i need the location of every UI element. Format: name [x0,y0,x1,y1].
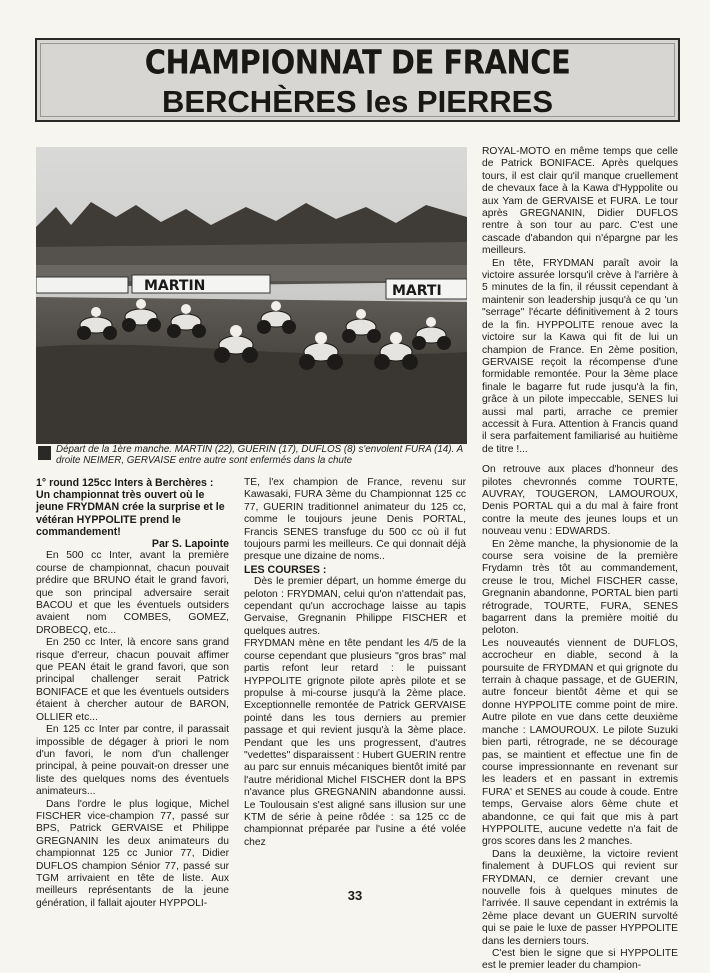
byline: Par S. Lapointe [151,538,229,551]
column-middle [244,477,466,849]
paragraph: Dans la deuxième, la victoire revient finalement à DUFLOS qui revient sur FRYDMAN, ce dernier crevant une nouvelle fois à quelques minutes de l'arrivée. Il sauve cependant in extrémis la 2ème place devant un GUERIN survolté qui se paie le luxe de passer HYPPOLITE dans les derniers tours. [482,848,678,947]
banner-text-right: MARTI [392,283,442,299]
banner-text-left: MARTIN [144,278,206,294]
paragraph: TE, l'ex champion de France, revenu sur Kawasaki, FURA 3ème du Championnat 125 cc 77, GUERIN traditionnel animateur du 125 cc, comme le toujours jeune Denis PORTAL, Francis SENES transfuge du 500 cc où il fut toujours parmi les meilleurs. Ce qui donnait déjà presque une dizaine de noms.. [244,477,466,563]
paragraph: En 500 cc Inter, avant la première course de championnat, chacun pouvait prédire que BRUNO était le grand favori, que son principal adversaire serait BACOU et que les éventuels outsiders avaient nom COMBES, GOMEZ, DROBECQ, etc... [36,550,229,636]
column-right [482,146,678,973]
paragraph: En tête, FRYDMAN paraît avoir la victoire assurée lorsqu'il crève à l'arrière à 5 minutes de la fin, il réussit cependant à maintenir son leadership jusqu'à ce qu 'un "serrage" l'écarte définitivement à 2 tours de la fin. HYPPOLITE renoue avec la victoire sur la Kawa qui fit de lui un champion de France. En 2ème position, GERVAISE reçoit la récompense d'une formidable remontée. Pour la 3ème place finale le bagarre fut rude jusqu'à la fin, grâce à un pilote impeccable, SENES lui aussi mal parti, arrache ce premier accessit à Fura. Attention à Francis quand il sera parfaitement familiarisé au huitième de titre !... [482,257,678,455]
paragraph: ROYAL-MOTO en même temps que celle de Patrick BONIFACE. Après quelques tours, il est clair qu'il manque cruellement de chevaux face à la Kawa d'Hyppolite ou aux Yam de GERVAISE et FURA. Le tour après GREGNANIN, Didier DUFLOS rentre à son tour au parc. C'est une cascade d'abandon qui n'épargne par les meilleurs. [482,146,678,257]
headline-championnat: CHAMPIONNAT DE FRANCE [144,42,571,82]
headline-location: BERCHÈRES les PIERRES [161,84,554,119]
article-lead: 1° round 125cc Inters à Berchères : Un championnat très ouvert où le jeune FRYDMAN crée la surprise et le vétéran HYPPOLITE prend le commandement! [36,477,225,538]
paragraph: Dès le premier départ, un homme émerge du peloton : FRYDMAN, celui qu'on n'attendait pas, cependant qu'un accrochage laisse au tapis Gervaise, Gregnanin Philippe FISCHER et quelques autres. [244,576,466,637]
paragraph: En 250 cc Inter, là encore sans grand risque d'erreur, chacun pouvait affimer que PEAN était le grand favori, que son principal challenger serait Patrick BONIFACE et que les éventuels outsiders étaient à chercher autour de BARON, OLLIER etc... [36,637,229,723]
paragraph: C'est bien le signe que si HYPPOLITE est le premier leader du champion- [482,948,678,972]
photo-caption [36,444,467,466]
caption-text: Départ de la 1ère manche. MARTIN (22), GUERIN (17), DUFLOS (8) s'envolent FURA (14). A droite NEIMER, GERVAISE entre autre sont enfermés dans la chute [56,444,463,466]
paragraph: En 2ème manche, la physionomie de la course sera voisine de la première Frydamn très tôt au commandement, creuse le trou, Michel FISCHER casse, Gregnanin abandonne, PORTAL bien parti rétrograde, TOURTE, FURA, SENES bagarrent dans la première moitié du peloton. [482,538,678,637]
caption-marker-icon [38,446,51,460]
section-heading: LES COURSES : [244,563,327,576]
paragraph: FRYDMAN mène en tête pendant les 4/5 de la course cependant que plusieurs "gros bras" mal partis refont leur retard : le puissant HYPPOLITE grignote pilote après pilote et se propulse à mi-course jusqu'à la 2ème place. Exceptionnelle remontée de Patrick GERVAISE pointé dans les tous derniers au premier passage et qui revient jusqu'à la 3ème place. Pendant que les uns progressent, d'autres "vedettes" disparaissent : Hubert GUERIN rentre au parc sur ennuis mécaniques bientôt imité par l'autre méridional Michel FISCHER dont la BPS n'avance plus GREGNANIN abandonne aussi. Le Toulousain s'est aligné sans illusion sur une KTM de série à peine rôdée : sa 125 cc de championnat préparée par l'usine a été volée chez [244,638,466,848]
paragraph: Les nouveautés viennent de DUFLOS, accrocheur en diable, second à la poursuite de FRYDMAN et qui grignote du terrain à chaque passage, et de GUERIN, autre fonceur bientôt 4ème et qui se donne HYPPOLITE comme point de mire. Autre pilote en vue dans cette deuxième manche : LAMOUROUX. Le pilote Suzuki bien parti, rétrograde, ne se décourage pas, se maintient et effectue une fin de course impressionnante en revenant sur les leaders et en passant in extremis FURA' et SENES au coude à coude. Entre temps, Gervaise alors 6ème chute et abandonne, ce qui fait que mis à part HYPPOLITE, aucune vedette n'a fait de gros scores dans les 2 manches. [482,637,678,848]
paragraph: En 125 cc Inter par contre, il parassait impossible de dégager à priori le nom d'un favori, le nom d'un challenger principal, à peine pouvait-on dresser une liste des quelques noms des éventuels animateurs... [36,724,229,798]
page-number: 33 [347,888,363,903]
paragraph: On retrouve aux places d'honneur des pilotes chevronnés comme TOURTE, AUVRAY, TOUGERON, LAMOUROUX, Denis PORTAL qui a du mal à faire front contre la meute des jeunes loups et un nouveau venu : EDWARDS. [482,464,678,538]
race-start-photo [36,147,467,444]
paragraph: Dans l'ordre le plus logique, Michel FISCHER vice-champion 77, passé sur BPS, Patrick GERVAISE et Philippe GREGNANIN les deux animateurs du championnat 125 cc Junior 77, Didier DUFLOS champion Sénior 77, passé sur TGM arrivaient en tête de liste. Aux meilleurs représentants de la jeune génération, il fallait ajouter HYPPOLI- [36,798,229,909]
title-banner [35,38,680,122]
race-photo-illustration [36,147,467,444]
column-left [36,477,229,910]
